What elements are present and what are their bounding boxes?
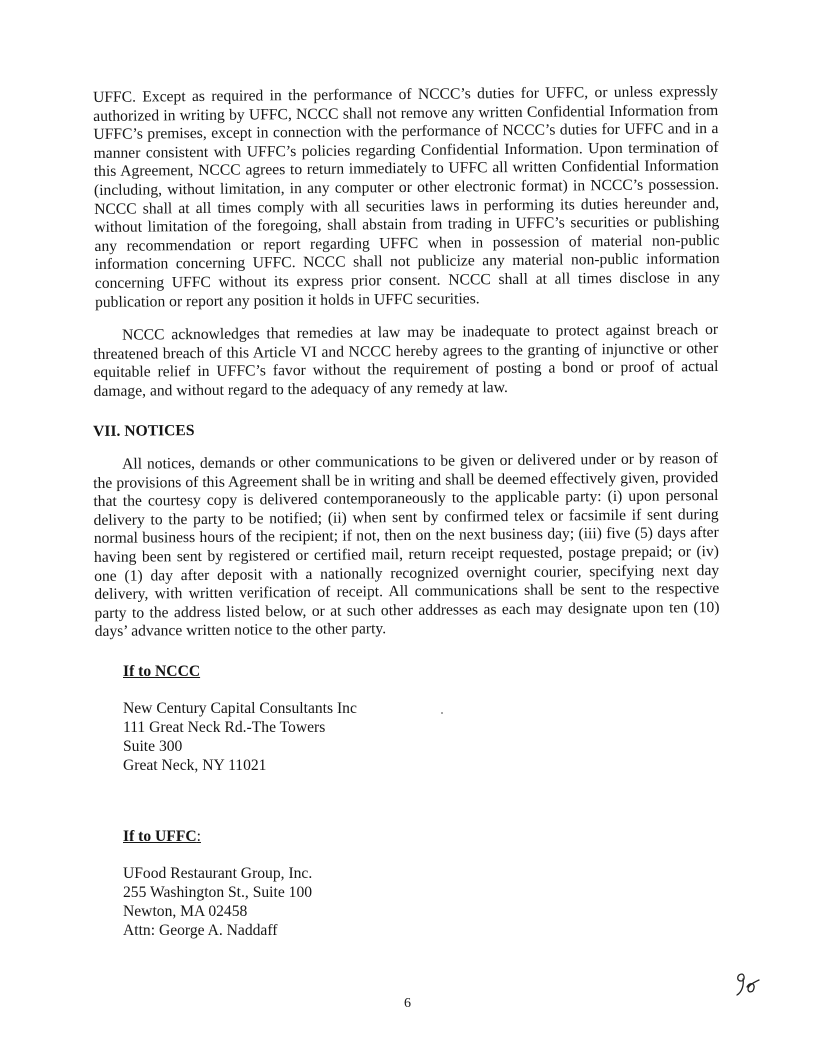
uffc-address-line: UFood Restaurant Group, Inc. bbox=[123, 865, 313, 882]
nccc-address-line: New Century Capital Consultants Inc bbox=[123, 700, 357, 717]
nccc-address-title: If to NCCC bbox=[123, 663, 201, 680]
page-number: 6 bbox=[404, 996, 411, 1011]
scan-speck bbox=[441, 712, 443, 714]
uffc-address-title-colon: : bbox=[196, 828, 201, 845]
section-heading-notices: VII. NOTICES bbox=[93, 422, 195, 440]
notices-paragraph: All notices, demands or other communications to be given or delivered under or by reason of the provisions of this Agreement shall be in writing and shall be deemed effectively given, provided that the courtesy copy is delivered contemporaneously to the applicable party: (i) upon personal delivery to the party to be notified; (ii) when sent by confirmed telex or facsimile if sent during normal business hours of the recipient; if not, then on the next business day; (iii) five (5) days after having been sent by registered or certified mail, return receipt requested, postage prepaid; or (iv) one (1) day after deposit with a nationally recognized overnight courier, specifying next day delivery, with written verification of receipt. All communications shall be sent to the respective party to the address listed below, or at such other addresses as each may designate upon ten (10) days’ advance written notice to the other party. bbox=[93, 450, 720, 641]
uffc-address-line: Newton, MA 02458 bbox=[123, 903, 248, 920]
handwritten-initials-icon bbox=[733, 970, 763, 998]
confidentiality-paragraph: UFFC. Except as required in the performance of NCCC’s duties for UFFC, or unless expressly authorized in writing by UFFC, NCCC shall not remove any written Confidential Information from UFFC’s premises, except in connection with the performance of NCCC’s duties for UFFC and in a manner consistent with UFFC’s policies regarding Confidential Information. Upon termination of this Agreement, NCCC agrees to return immediately to UFFC all written Confidential Information (including, without limitation, in any computer or other electronic format) in NCCC’s possession. NCCC shall at all times comply with all securities laws in performing its duties hereunder and, without limitation of the foregoing, shall abstain from trading in UFFC’s securities or publishing any recommendation or report regarding UFFC when in possession of material non-public information concerning UFFC. NCCC shall not publicize any material non-public information concerning UFFC without its express prior consent. NCCC shall at all times disclose in any publication or report any position it holds in UFFC securities. bbox=[93, 83, 720, 311]
uffc-address-line: Attn: George A. Naddaff bbox=[123, 922, 278, 939]
uffc-address-block bbox=[123, 864, 312, 940]
nccc-address-line: Great Neck, NY 11021 bbox=[123, 757, 267, 774]
uffc-address-line: 255 Washington St., Suite 100 bbox=[123, 884, 313, 901]
remedies-paragraph: NCCC acknowledges that remedies at law may be inadequate to protect against breach or threatened breach of this Article VI and NCCC hereby agrees to the granting of injunctive or other equitable relief in UFFC’s favor without the requirement of posting a bond or proof of actual damage, and without regard to the adequacy of any remedy at law. bbox=[93, 321, 719, 400]
nccc-address-line: Suite 300 bbox=[123, 738, 183, 755]
uffc-address-title: If to UFFC bbox=[123, 828, 197, 845]
uffc-address-title-wrap bbox=[123, 828, 201, 846]
nccc-address-line: 111 Great Neck Rd.-The Towers bbox=[123, 719, 326, 736]
nccc-address-block bbox=[123, 699, 357, 775]
